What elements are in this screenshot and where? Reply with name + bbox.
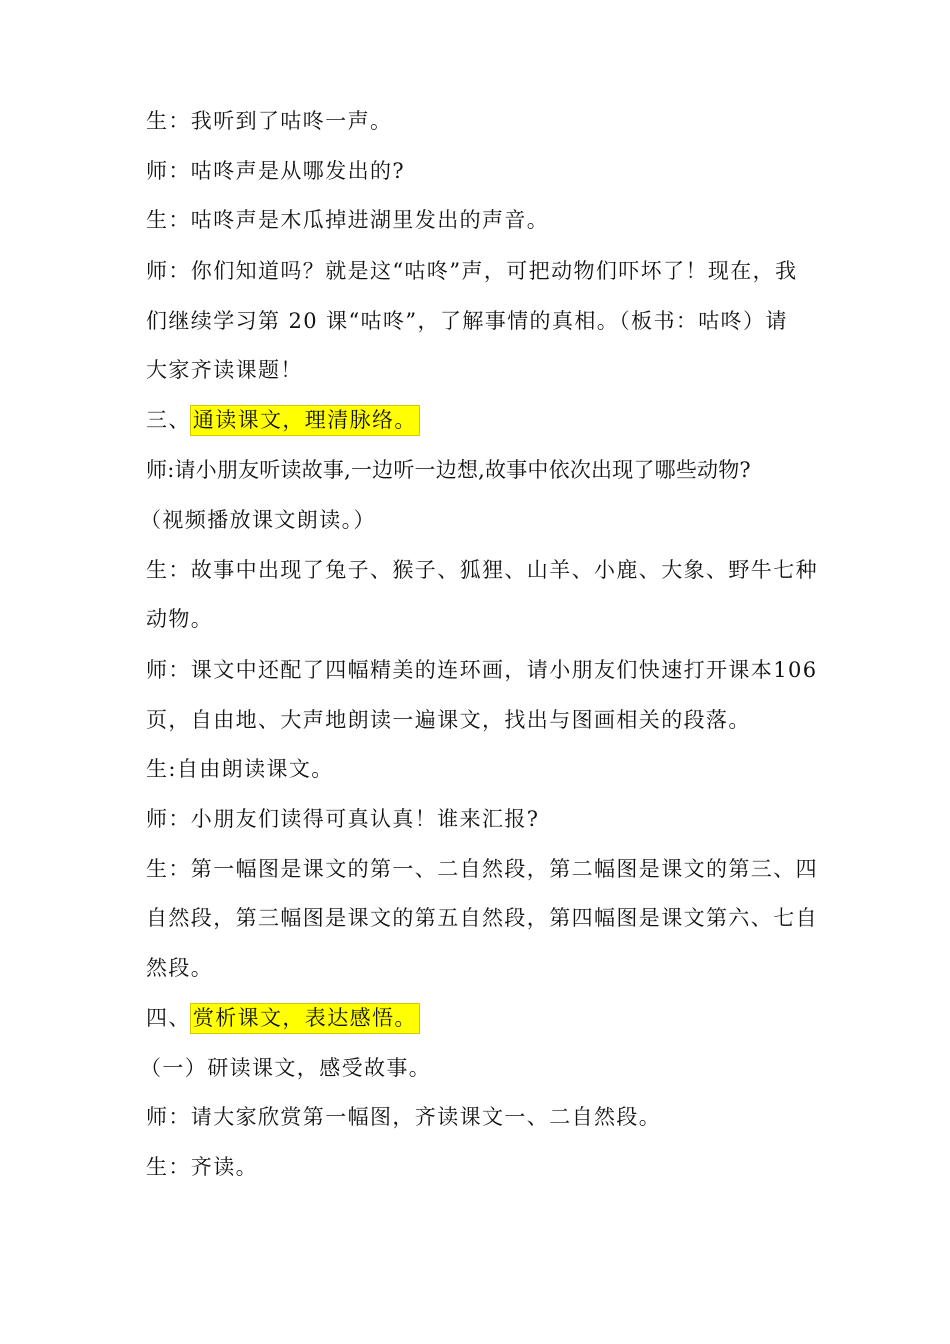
text-line: 们继续学习第 20 课“咕咚”，了解事情的真相。（板书：咕咚）请	[146, 309, 788, 333]
text-line: 师：小朋友们读得可真认真！谁来汇报?	[146, 807, 540, 831]
text-line: 生：咕咚声是木瓜掉进湖里发出的声音。	[146, 208, 550, 232]
text-line: 师：请大家欣赏第一幅图，齐读课文一、二自然段。	[146, 1105, 662, 1129]
text-line: 生：齐读。	[146, 1155, 258, 1179]
subsection-heading: （一）研读课文，感受故事。	[140, 1056, 432, 1080]
text-line: 师:请小朋友听读故事,一边听一边想,故事中依次出现了哪些动物?	[146, 458, 751, 482]
text-line: 师：咕咚声是从哪发出的?	[146, 159, 406, 183]
section-heading	[146, 1001, 826, 1035]
text-line: （视频播放课文朗读。）	[140, 508, 376, 532]
text-line: 大家齐读课题！	[146, 358, 303, 382]
highlighted-heading: 赏析课文，表达感悟。	[191, 1004, 419, 1033]
section-number: 三、	[146, 408, 191, 432]
section-heading	[146, 403, 826, 437]
text-line: 生：故事中出现了兔子、猴子、狐狸、山羊、小鹿、大象、野牛七种	[146, 558, 818, 582]
highlighted-heading: 通读课文，理清脉络。	[191, 406, 419, 435]
section-number: 四、	[146, 1006, 191, 1030]
text-line: 师：你们知道吗？就是这“咕咚”声，可把动物们吓坏了！现在，我	[146, 259, 798, 283]
text-line: 动物。	[146, 607, 214, 631]
text-line: 生:自由朗读课文。	[146, 757, 334, 781]
text-line: 师：课文中还配了四幅精美的连环画，请小朋友们快速打开课本106	[146, 658, 818, 682]
text-line: 生：我听到了咕咚一声。	[146, 109, 393, 133]
text-line: 页，自由地、大声地朗读一遍课文，找出与图画相关的段落。	[146, 708, 751, 732]
text-line: 生：第一幅图是课文的第一、二自然段，第二幅图是课文的第三、四	[146, 857, 818, 881]
text-line: 自然段，第三幅图是课文的第五自然段，第四幅图是课文第六、七自	[146, 906, 818, 930]
text-line: 然段。	[146, 956, 214, 980]
